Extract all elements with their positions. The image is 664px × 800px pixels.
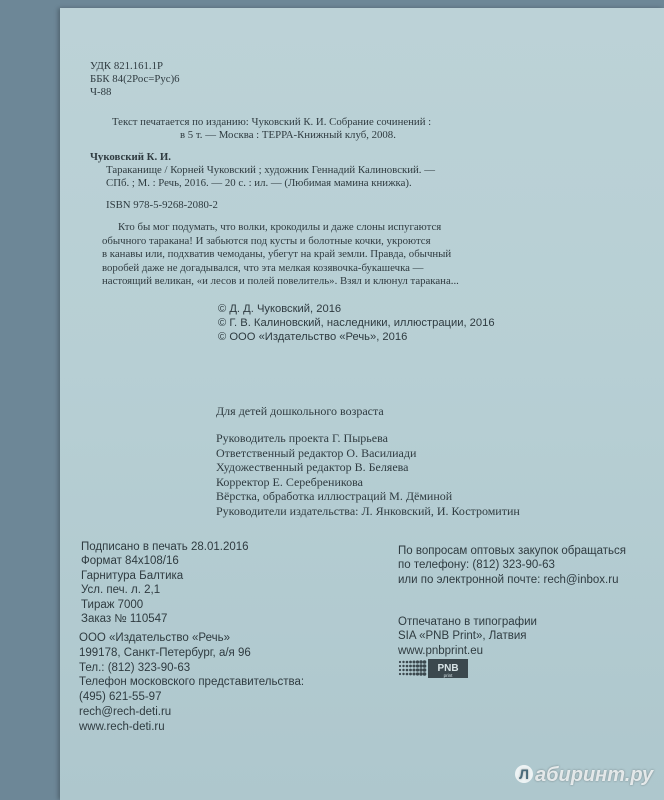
bibliographic-line: СПб. ; М. : Речь, 2016. — 20 с. : ил. — (Любимая мамина книжка).: [106, 177, 412, 190]
print-details: [81, 540, 249, 626]
print-detail-line: Подписано в печать 28.01.2016: [81, 541, 249, 553]
printer-line: SIA «PNB Print», Латвия: [398, 630, 527, 643]
publisher-contacts: [79, 631, 304, 735]
pnb-print-logo-icon: [398, 658, 470, 680]
publisher-line: Телефон московского представительства:: [79, 676, 305, 689]
copyright-block: [218, 302, 495, 344]
publisher-line: www.rech-deti.ru: [79, 720, 165, 733]
pnb-logo-text: PNB: [437, 663, 459, 674]
annotation-line: Кто бы мог подумать, что волки, крокодилы и даже слоны испугаются: [118, 221, 442, 233]
copyright-line: © Г. В. Калиновский, наследники, иллюстрации, 2016: [218, 317, 495, 329]
annotation-line: обычного таракана! И забьются под кусты и болотные кочки, укроются: [102, 234, 431, 247]
credit-line: Вёрстка, обработка иллюстраций М. Дёминой: [216, 489, 453, 503]
source-note-line: в 5 т. — Москва : ТЕРРА-Книжный клуб, 2008.: [180, 129, 396, 142]
labirint-logo-icon: Л: [515, 765, 533, 783]
printer-line: www.pnbprint.eu: [398, 644, 484, 657]
credits-block: [216, 431, 520, 518]
wholesale-line: По вопросам оптовых закупок обращаться: [398, 545, 627, 557]
print-detail-line: Тираж 7000: [81, 598, 144, 611]
bibliographic-record: [90, 151, 435, 212]
annotation-line: воробей даже не догадывался, что эта мелкая козявочка-букашечка —: [102, 261, 424, 274]
credit-line: Корректор Е. Серебреникова: [216, 474, 363, 489]
annotation: [102, 221, 459, 289]
labirint-watermark: [515, 764, 653, 787]
publisher-line: (495) 621-55-97: [79, 691, 162, 704]
watermark-text: абиринт.ру: [535, 764, 654, 786]
print-detail-line: Заказ № 110547: [81, 613, 168, 626]
credit-line: Ответственный редактор О. Василиади: [216, 445, 417, 460]
udk-code: УДК 821.161.1Р: [90, 60, 164, 72]
print-detail-line: Гарнитура Балтика: [81, 569, 184, 582]
author-heading: Чуковский К. И.: [90, 151, 171, 163]
bibliographic-line: Тараканище / Корней Чуковский ; художник Геннадий Калиновский. —: [106, 164, 435, 177]
wholesale-line: или по электронной почте: rech@inbox.ru: [398, 573, 619, 586]
pnb-logo-subtext: print: [443, 673, 453, 678]
source-note: [112, 116, 431, 142]
publisher-line: rech@rech-deti.ru: [79, 705, 172, 718]
annotation-line: в канавы или, подхватив чемоданы, убегут на край земли. Правда, обычный: [102, 248, 452, 261]
wholesale-info: [398, 544, 626, 587]
print-detail-line: Усл. печ. л. 2,1: [81, 584, 161, 597]
bbk-code: ББК 84(2Рос=Рус)6: [90, 73, 180, 86]
copyright-line: © ООО «Издательство «Речь», 2016: [218, 331, 408, 343]
author-mark: Ч-88: [90, 86, 112, 99]
publisher-line: 199178, Санкт-Петербург, а/я 96: [79, 646, 251, 659]
publisher-line: ООО «Издательство «Речь»: [79, 632, 230, 644]
isbn: ISBN 978-5-9268-2080-2: [106, 198, 218, 211]
source-note-line: Текст печатается по изданию: Чуковский К. И. Собрание сочинений :: [112, 116, 432, 128]
publisher-line: Тел.: (812) 323-90-63: [79, 661, 191, 674]
book-page: [60, 8, 664, 800]
credit-line: Художественный редактор В. Беляева: [216, 460, 409, 474]
copyright-line: © Д. Д. Чуковский, 2016: [218, 303, 342, 315]
credit-line: Руководитель проекта Г. Пырьева: [216, 431, 388, 445]
credit-line: Руководители издательства: Л. Янковский, И. Костромитин: [216, 503, 520, 518]
audience-label: Для детей дошкольного возраста: [216, 404, 384, 418]
printer-info: [398, 615, 537, 658]
wholesale-line: по телефону: (812) 323-90-63: [398, 559, 555, 572]
printer-line: Отпечатано в типографии: [398, 616, 537, 628]
print-detail-line: Формат 84х108/16: [81, 555, 179, 568]
annotation-line: настоящий великан, «и лесов и полей повелитель». Взял и клюнул таракана...: [102, 275, 459, 288]
classification-block: [90, 60, 180, 100]
